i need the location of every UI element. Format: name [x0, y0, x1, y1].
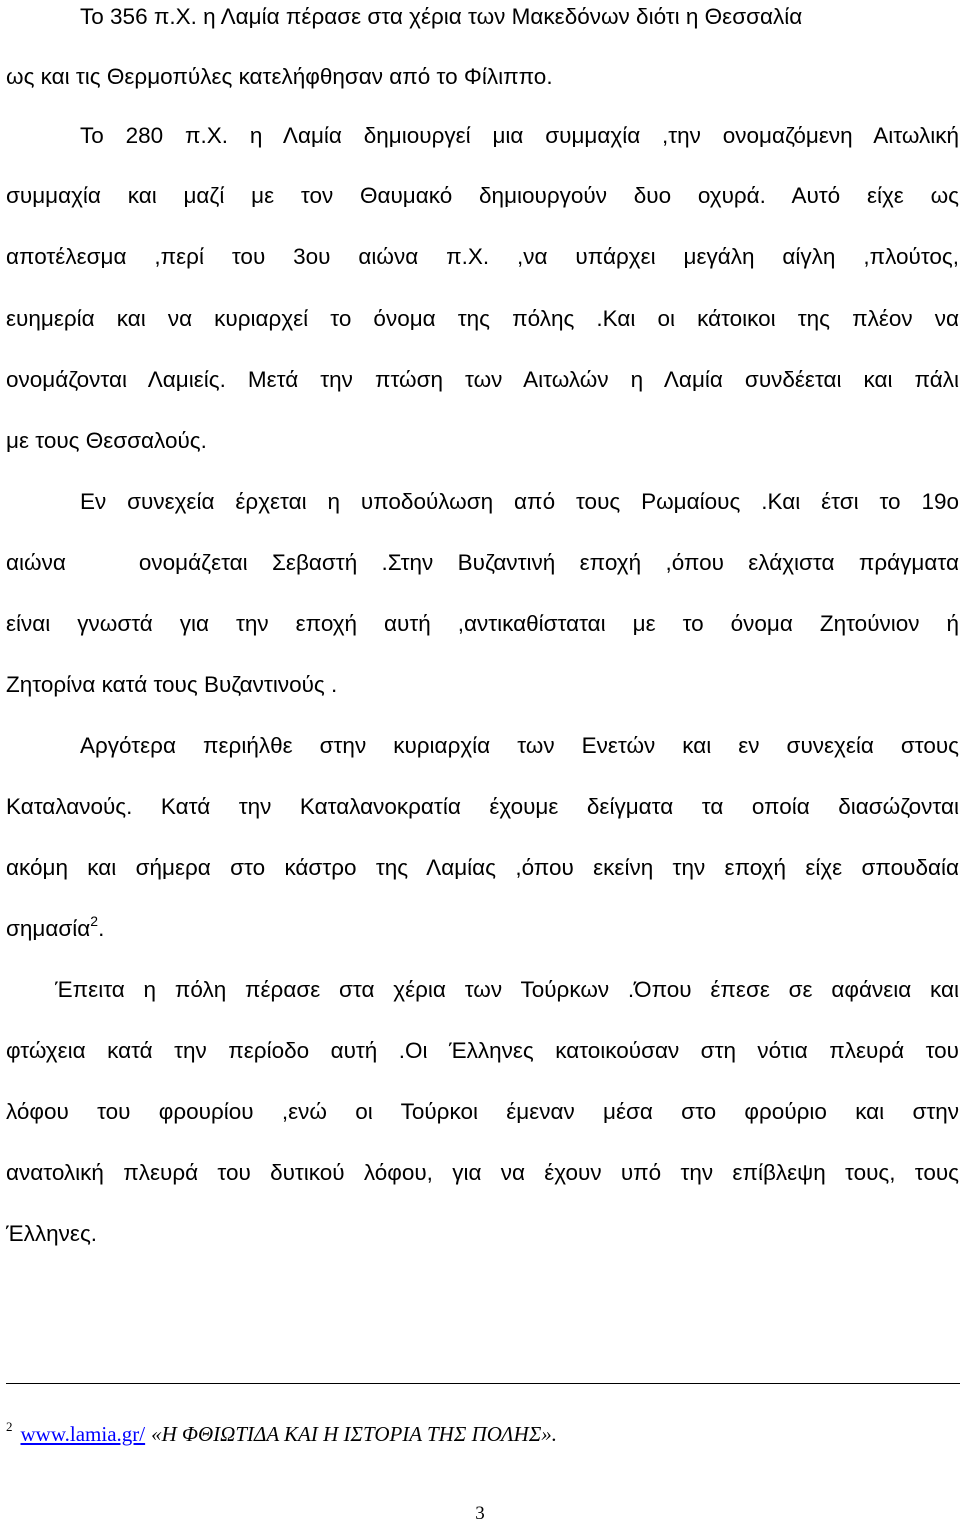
text-line-7: ονομάζονται Λαμιείς. Μετά την πτώση των Αιτωλών η Λαμία συνδέεται και πάλι — [6, 367, 959, 392]
text-line-16 — [6, 914, 959, 946]
text-line-11: είναι γνωστά για την εποχή αυτή ,αντικαθίσταται με το όνομα Ζητούνιον ή — [6, 611, 959, 636]
text-line-1: Το 356 π.Χ. η Λαμία πέρασε στα χέρια των Μακεδόνων διότι η Θεσσαλία — [80, 4, 803, 29]
footnote-separator — [6, 1383, 960, 1384]
text-line-8: με τους Θεσσαλούς. — [6, 428, 207, 453]
text-line-4: συμμαχία και μαζί με τον Θαυμακό δημιουργούν δυο οχυρά. Αυτό είχε ως — [6, 183, 959, 208]
text-line-2: ως και τις Θερμοπύλες κατελήφθησαν από το Φίλιππο. — [6, 64, 553, 89]
text-line-16-text: σημασία — [6, 916, 91, 941]
text-line-3: Το 280 π.Χ. η Λαμία δημιουργεί μια συμμαχία ,την ονομαζόμενη Αιτωλική — [80, 123, 959, 148]
text-line-5: αποτέλεσμα ,περί του 3ου αιώνα π.Χ. ,να υπάρχει μεγάλη αίγλη ,πλούτος, — [6, 244, 959, 269]
footnote-number: 2 — [6, 1419, 13, 1434]
text-line-15: ακόμη και σήμερα στο κάστρο της Λαμίας ,όπου εκείνη την εποχή είχε σπουδαία — [6, 855, 959, 880]
text-line-17: Έπειτα η πόλη πέρασε στα χέρια των Τούρκων .Όπου έπεσε σε αφάνεια και — [55, 977, 959, 1002]
footnote — [6, 1419, 557, 1452]
footnote-title: «Η ΦΘΙΩΤΙΔΑ ΚΑΙ Η ΙΣΤΟΡΙΑ ΤΗΣ ΠΟΛΗΣ». — [151, 1422, 558, 1446]
text-line-12: Ζητορίνα κατά τους Βυζαντινούς . — [6, 672, 338, 697]
footnote-link[interactable]: www.lamia.gr/ — [20, 1422, 146, 1446]
text-line-14: Καταλανούς. Κατά την Καταλανοκρατία έχουμε δείγματα τα οποία διασώζονται — [6, 794, 959, 819]
text-line-21: Έλληνες. — [6, 1221, 98, 1246]
page-number: 3 — [475, 1503, 485, 1524]
text-line-18: φτώχεια κατά την περίοδο αυτή .Οι Έλληνες κατοικούσαν στη νότια πλευρά του — [6, 1038, 959, 1063]
footnote-reference-trail: . — [98, 916, 105, 941]
text-line-19: λόφου του φρουρίου ,ενώ οι Τούρκοι έμεναν μέσα στο φρούριο και στην — [6, 1099, 959, 1124]
text-line-13: Αργότερα περιήλθε στην κυριαρχία των Ενετών και εν συνεχεία στους — [80, 733, 959, 758]
text-line-20: ανατολική πλευρά του δυτικού λόφου, για να έχουν υπό την επίβλεψη τους, τους — [6, 1160, 959, 1185]
text-line-6: ευημερία και να κυριαρχεί το όνομα της πόλης .Και οι κάτοικοι της πλέον να — [6, 306, 959, 331]
footnote-reference[interactable]: 2 — [90, 913, 99, 929]
text-line-9: Εν συνεχεία έρχεται η υποδούλωση από τους Ρωμαίους .Και έτσι το 19ο — [80, 489, 959, 514]
text-line-10: αιώνα ονομάζεται Σεβαστή .Στην Βυζαντινή εποχή ,όπου ελάχιστα πράγματα — [6, 550, 959, 575]
